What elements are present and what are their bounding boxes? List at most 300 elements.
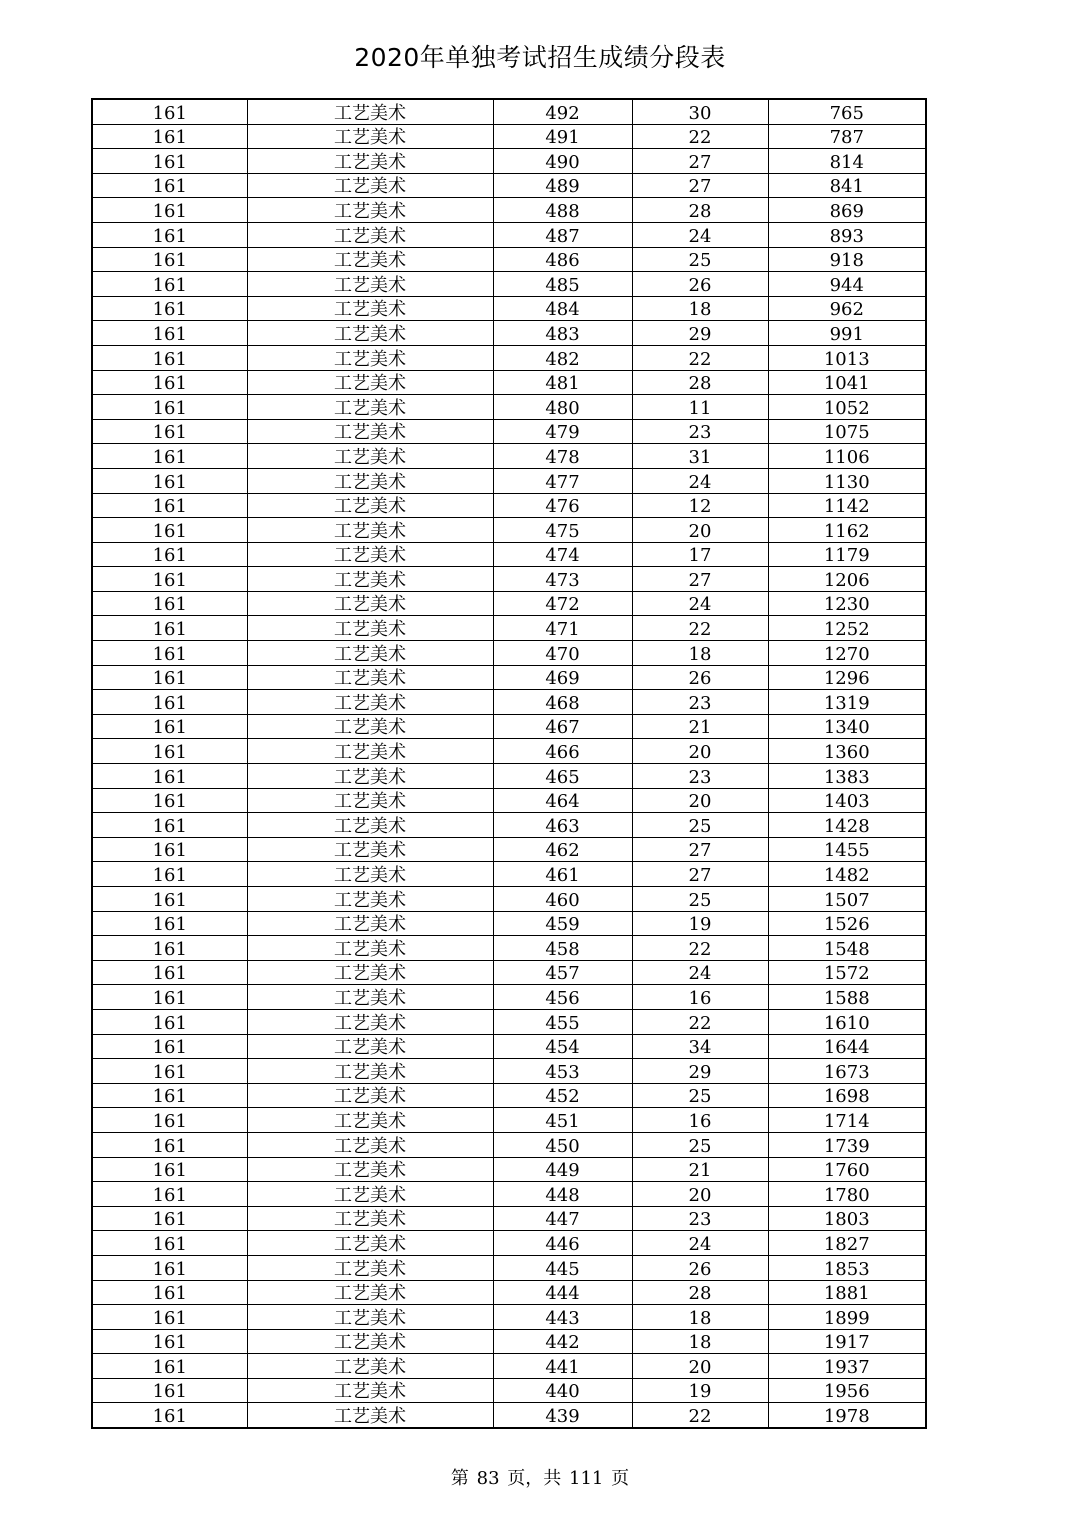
category-name-cell: 工艺美术 [247, 591, 493, 616]
count-cell: 23 [632, 690, 768, 715]
category-code-cell: 161 [92, 665, 247, 690]
table-row [92, 567, 926, 592]
count-cell: 30 [632, 99, 768, 124]
category-name-cell: 工艺美术 [247, 542, 493, 567]
category-code-cell: 161 [92, 345, 247, 370]
category-code-cell: 161 [92, 419, 247, 444]
table-row [92, 542, 926, 567]
category-code-cell: 161 [92, 960, 247, 985]
score-cell: 451 [493, 1108, 632, 1133]
table-row [92, 518, 926, 543]
category-code-cell: 161 [92, 837, 247, 862]
cumulative-count-cell: 1956 [768, 1378, 926, 1403]
score-cell: 445 [493, 1255, 632, 1280]
cumulative-count-cell: 1179 [768, 542, 926, 567]
category-code-cell: 161 [92, 936, 247, 961]
cumulative-count-cell: 765 [768, 99, 926, 124]
cumulative-count-cell: 1572 [768, 960, 926, 985]
score-cell: 479 [493, 419, 632, 444]
category-code-cell: 161 [92, 198, 247, 223]
category-name-cell: 工艺美术 [247, 247, 493, 272]
category-name-cell: 工艺美术 [247, 124, 493, 149]
category-name-cell: 工艺美术 [247, 395, 493, 420]
category-name-cell: 工艺美术 [247, 1329, 493, 1354]
count-cell: 23 [632, 764, 768, 789]
cumulative-count-cell: 1075 [768, 419, 926, 444]
category-name-cell: 工艺美术 [247, 345, 493, 370]
category-code-cell: 161 [92, 149, 247, 174]
cumulative-count-cell: 1714 [768, 1108, 926, 1133]
count-cell: 31 [632, 444, 768, 469]
count-cell: 28 [632, 198, 768, 223]
score-cell: 447 [493, 1206, 632, 1231]
category-code-cell: 161 [92, 1206, 247, 1231]
category-name-cell: 工艺美术 [247, 1059, 493, 1084]
category-code-cell: 161 [92, 911, 247, 936]
count-cell: 17 [632, 542, 768, 567]
count-cell: 26 [632, 1255, 768, 1280]
score-cell: 483 [493, 321, 632, 346]
cumulative-count-cell: 1052 [768, 395, 926, 420]
category-name-cell: 工艺美术 [247, 518, 493, 543]
category-name-cell: 工艺美术 [247, 788, 493, 813]
score-cell: 464 [493, 788, 632, 813]
score-cell: 489 [493, 173, 632, 198]
score-cell: 442 [493, 1329, 632, 1354]
category-code-cell: 161 [92, 444, 247, 469]
category-name-cell: 工艺美术 [247, 862, 493, 887]
page-title: 2020年单独考试招生成绩分段表 [354, 43, 726, 72]
cumulative-count-cell: 1548 [768, 936, 926, 961]
table-row [92, 1231, 926, 1256]
table-row [92, 149, 926, 174]
cumulative-count-cell: 1739 [768, 1132, 926, 1157]
category-name-cell: 工艺美术 [247, 690, 493, 715]
count-cell: 18 [632, 1329, 768, 1354]
count-cell: 19 [632, 1378, 768, 1403]
cumulative-count-cell: 1827 [768, 1231, 926, 1256]
score-cell: 462 [493, 837, 632, 862]
count-cell: 25 [632, 1083, 768, 1108]
category-code-cell: 161 [92, 591, 247, 616]
score-cell: 487 [493, 222, 632, 247]
table-row [92, 198, 926, 223]
cumulative-count-cell: 1319 [768, 690, 926, 715]
cumulative-count-cell: 1780 [768, 1182, 926, 1207]
count-cell: 20 [632, 1354, 768, 1379]
category-name-cell: 工艺美术 [247, 714, 493, 739]
table-row [92, 1378, 926, 1403]
table-row [92, 1305, 926, 1330]
count-cell: 25 [632, 887, 768, 912]
cumulative-count-cell: 814 [768, 149, 926, 174]
cumulative-count-cell: 1673 [768, 1059, 926, 1084]
score-cell: 469 [493, 665, 632, 690]
score-cell: 482 [493, 345, 632, 370]
category-name-cell: 工艺美术 [247, 296, 493, 321]
score-cell: 444 [493, 1280, 632, 1305]
count-cell: 23 [632, 1206, 768, 1231]
count-cell: 27 [632, 862, 768, 887]
table-row [92, 99, 926, 124]
score-cell: 465 [493, 764, 632, 789]
count-cell: 34 [632, 1034, 768, 1059]
cumulative-count-cell: 869 [768, 198, 926, 223]
table-row [92, 764, 926, 789]
score-cell: 484 [493, 296, 632, 321]
count-cell: 22 [632, 616, 768, 641]
score-cell: 467 [493, 714, 632, 739]
cumulative-count-cell: 1252 [768, 616, 926, 641]
category-name-cell: 工艺美术 [247, 1280, 493, 1305]
score-cell: 452 [493, 1083, 632, 1108]
cumulative-count-cell: 1270 [768, 641, 926, 666]
score-cell: 476 [493, 493, 632, 518]
table-row [92, 1354, 926, 1379]
category-code-cell: 161 [92, 1009, 247, 1034]
table-row [92, 1083, 926, 1108]
cumulative-count-cell: 1978 [768, 1403, 926, 1428]
category-code-cell: 161 [92, 985, 247, 1010]
category-name-cell: 工艺美术 [247, 1231, 493, 1256]
count-cell: 28 [632, 1280, 768, 1305]
count-cell: 27 [632, 567, 768, 592]
score-cell: 440 [493, 1378, 632, 1403]
category-name-cell: 工艺美术 [247, 173, 493, 198]
table-row [92, 665, 926, 690]
category-name-cell: 工艺美术 [247, 837, 493, 862]
category-name-cell: 工艺美术 [247, 764, 493, 789]
category-name-cell: 工艺美术 [247, 985, 493, 1010]
cumulative-count-cell: 1130 [768, 468, 926, 493]
cumulative-count-cell: 1230 [768, 591, 926, 616]
category-name-cell: 工艺美术 [247, 1206, 493, 1231]
count-cell: 18 [632, 1305, 768, 1330]
table-row [92, 641, 926, 666]
category-code-cell: 161 [92, 247, 247, 272]
cumulative-count-cell: 1383 [768, 764, 926, 789]
cumulative-count-cell: 1937 [768, 1354, 926, 1379]
score-cell: 453 [493, 1059, 632, 1084]
count-cell: 25 [632, 247, 768, 272]
category-name-cell: 工艺美术 [247, 321, 493, 346]
table-row [92, 1108, 926, 1133]
cumulative-count-cell: 1760 [768, 1157, 926, 1182]
score-cell: 457 [493, 960, 632, 985]
score-cell: 458 [493, 936, 632, 961]
category-code-cell: 161 [92, 1280, 247, 1305]
table-row [92, 1059, 926, 1084]
table-row [92, 1206, 926, 1231]
cumulative-count-cell: 841 [768, 173, 926, 198]
category-name-cell: 工艺美术 [247, 887, 493, 912]
table-row [92, 370, 926, 395]
score-cell: 492 [493, 99, 632, 124]
category-code-cell: 161 [92, 542, 247, 567]
category-name-cell: 工艺美术 [247, 936, 493, 961]
category-code-cell: 161 [92, 690, 247, 715]
count-cell: 24 [632, 222, 768, 247]
category-name-cell: 工艺美术 [247, 272, 493, 297]
table-row [92, 837, 926, 862]
count-cell: 24 [632, 468, 768, 493]
category-code-cell: 161 [92, 1059, 247, 1084]
count-cell: 27 [632, 149, 768, 174]
cumulative-count-cell: 1526 [768, 911, 926, 936]
table-row [92, 419, 926, 444]
cumulative-count-cell: 1106 [768, 444, 926, 469]
count-cell: 22 [632, 936, 768, 961]
category-name-cell: 工艺美术 [247, 1403, 493, 1428]
score-cell: 461 [493, 862, 632, 887]
category-code-cell: 161 [92, 222, 247, 247]
category-code-cell: 161 [92, 296, 247, 321]
score-cell: 490 [493, 149, 632, 174]
table-row [92, 960, 926, 985]
cumulative-count-cell: 1803 [768, 1206, 926, 1231]
category-code-cell: 161 [92, 764, 247, 789]
category-code-cell: 161 [92, 813, 247, 838]
cumulative-count-cell: 1698 [768, 1083, 926, 1108]
count-cell: 18 [632, 296, 768, 321]
count-cell: 12 [632, 493, 768, 518]
cumulative-count-cell: 893 [768, 222, 926, 247]
count-cell: 24 [632, 591, 768, 616]
category-code-cell: 161 [92, 272, 247, 297]
cumulative-count-cell: 991 [768, 321, 926, 346]
table-row [92, 911, 926, 936]
score-cell: 446 [493, 1231, 632, 1256]
category-name-cell: 工艺美术 [247, 468, 493, 493]
category-name-cell: 工艺美术 [247, 149, 493, 174]
category-code-cell: 161 [92, 1034, 247, 1059]
score-cell: 454 [493, 1034, 632, 1059]
category-code-cell: 161 [92, 1157, 247, 1182]
score-cell: 441 [493, 1354, 632, 1379]
score-cell: 470 [493, 641, 632, 666]
table-row [92, 714, 926, 739]
cumulative-count-cell: 1853 [768, 1255, 926, 1280]
table-row [92, 788, 926, 813]
category-code-cell: 161 [92, 370, 247, 395]
category-name-cell: 工艺美术 [247, 99, 493, 124]
count-cell: 25 [632, 1132, 768, 1157]
cumulative-count-cell: 1162 [768, 518, 926, 543]
cumulative-count-cell: 1340 [768, 714, 926, 739]
cumulative-count-cell: 1403 [768, 788, 926, 813]
table-row [92, 444, 926, 469]
table-row [92, 616, 926, 641]
count-cell: 20 [632, 518, 768, 543]
category-code-cell: 161 [92, 739, 247, 764]
table-row [92, 739, 926, 764]
table-row [92, 493, 926, 518]
table-row [92, 591, 926, 616]
table-body [92, 99, 926, 1428]
score-cell: 474 [493, 542, 632, 567]
category-code-cell: 161 [92, 1108, 247, 1133]
category-code-cell: 161 [92, 1305, 247, 1330]
category-name-cell: 工艺美术 [247, 1034, 493, 1059]
score-cell: 471 [493, 616, 632, 641]
cumulative-count-cell: 962 [768, 296, 926, 321]
score-distribution-table [91, 98, 927, 1429]
table-row [92, 395, 926, 420]
score-cell: 460 [493, 887, 632, 912]
category-name-cell: 工艺美术 [247, 665, 493, 690]
cumulative-count-cell: 787 [768, 124, 926, 149]
table-row [92, 887, 926, 912]
score-cell: 450 [493, 1132, 632, 1157]
category-code-cell: 161 [92, 788, 247, 813]
count-cell: 29 [632, 1059, 768, 1084]
cumulative-count-cell: 1917 [768, 1329, 926, 1354]
count-cell: 22 [632, 1403, 768, 1428]
cumulative-count-cell: 1588 [768, 985, 926, 1010]
score-cell: 472 [493, 591, 632, 616]
count-cell: 26 [632, 665, 768, 690]
category-code-cell: 161 [92, 1354, 247, 1379]
count-cell: 20 [632, 1182, 768, 1207]
cumulative-count-cell: 918 [768, 247, 926, 272]
cumulative-count-cell: 944 [768, 272, 926, 297]
category-code-cell: 161 [92, 641, 247, 666]
table-row [92, 1403, 926, 1428]
table-row [92, 124, 926, 149]
category-name-cell: 工艺美术 [247, 493, 493, 518]
cumulative-count-cell: 1206 [768, 567, 926, 592]
cumulative-count-cell: 1881 [768, 1280, 926, 1305]
count-cell: 16 [632, 985, 768, 1010]
page-footer: 第 83 页，共 111 页 [450, 1468, 630, 1489]
category-code-cell: 161 [92, 862, 247, 887]
table-row [92, 222, 926, 247]
category-code-cell: 161 [92, 616, 247, 641]
table-row [92, 1034, 926, 1059]
cumulative-count-cell: 1899 [768, 1305, 926, 1330]
category-code-cell: 161 [92, 1083, 247, 1108]
category-code-cell: 161 [92, 468, 247, 493]
count-cell: 18 [632, 641, 768, 666]
cumulative-count-cell: 1610 [768, 1009, 926, 1034]
score-cell: 449 [493, 1157, 632, 1182]
category-name-cell: 工艺美术 [247, 1157, 493, 1182]
category-name-cell: 工艺美术 [247, 444, 493, 469]
cumulative-count-cell: 1142 [768, 493, 926, 518]
category-name-cell: 工艺美术 [247, 911, 493, 936]
table-row [92, 936, 926, 961]
category-code-cell: 161 [92, 1329, 247, 1354]
table-row [92, 296, 926, 321]
cumulative-count-cell: 1507 [768, 887, 926, 912]
count-cell: 24 [632, 1231, 768, 1256]
category-name-cell: 工艺美术 [247, 739, 493, 764]
category-code-cell: 161 [92, 1231, 247, 1256]
count-cell: 22 [632, 345, 768, 370]
category-name-cell: 工艺美术 [247, 198, 493, 223]
count-cell: 23 [632, 419, 768, 444]
cumulative-count-cell: 1360 [768, 739, 926, 764]
table-row [92, 345, 926, 370]
score-cell: 443 [493, 1305, 632, 1330]
count-cell: 21 [632, 1157, 768, 1182]
count-cell: 27 [632, 837, 768, 862]
table-row [92, 1182, 926, 1207]
cumulative-count-cell: 1013 [768, 345, 926, 370]
score-cell: 468 [493, 690, 632, 715]
category-code-cell: 161 [92, 1182, 247, 1207]
table-row [92, 247, 926, 272]
category-code-cell: 161 [92, 493, 247, 518]
count-cell: 11 [632, 395, 768, 420]
category-name-cell: 工艺美术 [247, 960, 493, 985]
score-cell: 448 [493, 1182, 632, 1207]
category-name-cell: 工艺美术 [247, 567, 493, 592]
category-code-cell: 161 [92, 124, 247, 149]
count-cell: 22 [632, 1009, 768, 1034]
score-cell: 481 [493, 370, 632, 395]
category-code-cell: 161 [92, 518, 247, 543]
cumulative-count-cell: 1455 [768, 837, 926, 862]
category-code-cell: 161 [92, 395, 247, 420]
category-name-cell: 工艺美术 [247, 1182, 493, 1207]
score-cell: 456 [493, 985, 632, 1010]
score-cell: 463 [493, 813, 632, 838]
cumulative-count-cell: 1644 [768, 1034, 926, 1059]
category-code-cell: 161 [92, 1132, 247, 1157]
score-cell: 491 [493, 124, 632, 149]
cumulative-count-cell: 1041 [768, 370, 926, 395]
category-name-cell: 工艺美术 [247, 370, 493, 395]
table-row [92, 1280, 926, 1305]
category-name-cell: 工艺美术 [247, 419, 493, 444]
category-code-cell: 161 [92, 887, 247, 912]
score-cell: 480 [493, 395, 632, 420]
count-cell: 20 [632, 739, 768, 764]
category-name-cell: 工艺美术 [247, 616, 493, 641]
score-cell: 486 [493, 247, 632, 272]
category-name-cell: 工艺美术 [247, 641, 493, 666]
table-row [92, 173, 926, 198]
count-cell: 28 [632, 370, 768, 395]
score-cell: 455 [493, 1009, 632, 1034]
table-row [92, 1157, 926, 1182]
score-cell: 488 [493, 198, 632, 223]
count-cell: 29 [632, 321, 768, 346]
category-code-cell: 161 [92, 567, 247, 592]
category-code-cell: 161 [92, 99, 247, 124]
category-name-cell: 工艺美术 [247, 1378, 493, 1403]
score-cell: 466 [493, 739, 632, 764]
table-row [92, 1009, 926, 1034]
category-name-cell: 工艺美术 [247, 1255, 493, 1280]
table-row [92, 690, 926, 715]
category-name-cell: 工艺美术 [247, 1305, 493, 1330]
score-cell: 478 [493, 444, 632, 469]
table-row [92, 272, 926, 297]
cumulative-count-cell: 1296 [768, 665, 926, 690]
table-row [92, 813, 926, 838]
count-cell: 21 [632, 714, 768, 739]
score-cell: 477 [493, 468, 632, 493]
score-cell: 485 [493, 272, 632, 297]
category-code-cell: 161 [92, 321, 247, 346]
cumulative-count-cell: 1482 [768, 862, 926, 887]
category-code-cell: 161 [92, 173, 247, 198]
count-cell: 24 [632, 960, 768, 985]
table-row [92, 1132, 926, 1157]
score-cell: 473 [493, 567, 632, 592]
